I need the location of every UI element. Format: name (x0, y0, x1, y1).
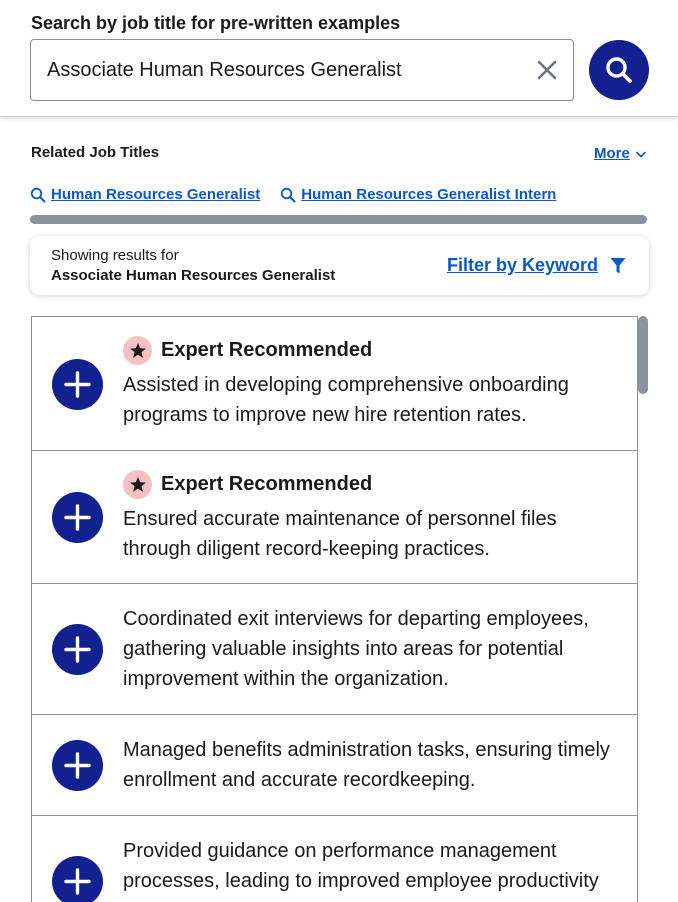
vertical-scrollbar[interactable] (638, 316, 648, 394)
example-line: through diligent record-keeping practices. (123, 538, 490, 560)
search-label: Search by job title for pre-written examples (31, 13, 401, 33)
results-summary-card (30, 236, 649, 295)
related-link-human-resources-generalist[interactable] (30, 186, 260, 203)
badge-label: Expert Recommended (161, 339, 373, 361)
example-text (123, 504, 623, 564)
examples-list (31, 316, 638, 902)
example-line: Coordinated exit interviews for departing employees, (123, 608, 589, 630)
chevron-down-icon (635, 148, 647, 160)
related-link-label: Human Resources Generalist (51, 186, 261, 203)
example-text (123, 836, 623, 896)
add-example-button[interactable] (52, 856, 103, 902)
related-job-titles-heading: Related Job Titles (31, 144, 160, 161)
badge-label: Expert Recommended (161, 473, 373, 495)
example-line: gathering valuable insights into areas for potential (123, 638, 564, 660)
expert-recommended-badge (123, 470, 372, 499)
search-button[interactable] (589, 40, 649, 100)
related-link-label: Human Resources Generalist Intern (301, 186, 557, 203)
search-icon (604, 55, 634, 85)
search-header (0, 0, 678, 117)
filter-icon (610, 257, 626, 275)
expert-recommended-badge (123, 336, 372, 365)
add-example-button[interactable] (52, 359, 103, 410)
star-icon (123, 336, 152, 365)
example-line: Provided guidance on performance management (123, 840, 557, 862)
related-links (30, 186, 556, 203)
search-input-value: Associate Human Resources Generalist (47, 59, 402, 81)
example-text (123, 370, 623, 430)
horizontal-scrollbar[interactable] (30, 215, 647, 224)
search-icon (280, 187, 296, 203)
results-prefix: Showing results for (51, 247, 179, 264)
list-item (32, 451, 637, 584)
example-line: enrollment and accurate recordkeeping. (123, 769, 476, 791)
list-item (32, 715, 637, 816)
filter-by-keyword-button[interactable] (447, 255, 626, 276)
plus-icon (64, 636, 91, 663)
list-item (32, 816, 637, 902)
more-label: More (594, 145, 630, 162)
example-line: improvement within the organization. (123, 668, 449, 690)
example-line: Ensured accurate maintenance of personnel files (123, 508, 557, 530)
list-item (32, 584, 637, 715)
list-item (32, 317, 637, 451)
plus-icon (64, 504, 91, 531)
more-button[interactable] (594, 145, 647, 162)
add-example-button[interactable] (52, 624, 103, 675)
related-link-human-resources-generalist-intern[interactable] (280, 186, 556, 203)
add-example-button[interactable] (52, 740, 103, 791)
example-line: programs to improve new hire retention rates. (123, 404, 527, 426)
plus-icon (64, 868, 91, 895)
search-icon (30, 187, 46, 203)
example-line: Managed benefits administration tasks, ensuring timely (123, 739, 610, 761)
search-input[interactable] (30, 39, 574, 101)
example-text (123, 604, 623, 694)
example-text (123, 735, 623, 795)
clear-icon[interactable] (535, 58, 559, 82)
plus-icon (64, 371, 91, 398)
add-example-button[interactable] (52, 492, 103, 543)
star-icon (123, 470, 152, 499)
filter-label: Filter by Keyword (447, 255, 599, 275)
example-line: Assisted in developing comprehensive onboarding (123, 374, 569, 396)
example-line: processes, leading to improved employee productivity (123, 870, 599, 892)
plus-icon (64, 752, 91, 779)
results-title: Associate Human Resources Generalist (51, 267, 336, 284)
